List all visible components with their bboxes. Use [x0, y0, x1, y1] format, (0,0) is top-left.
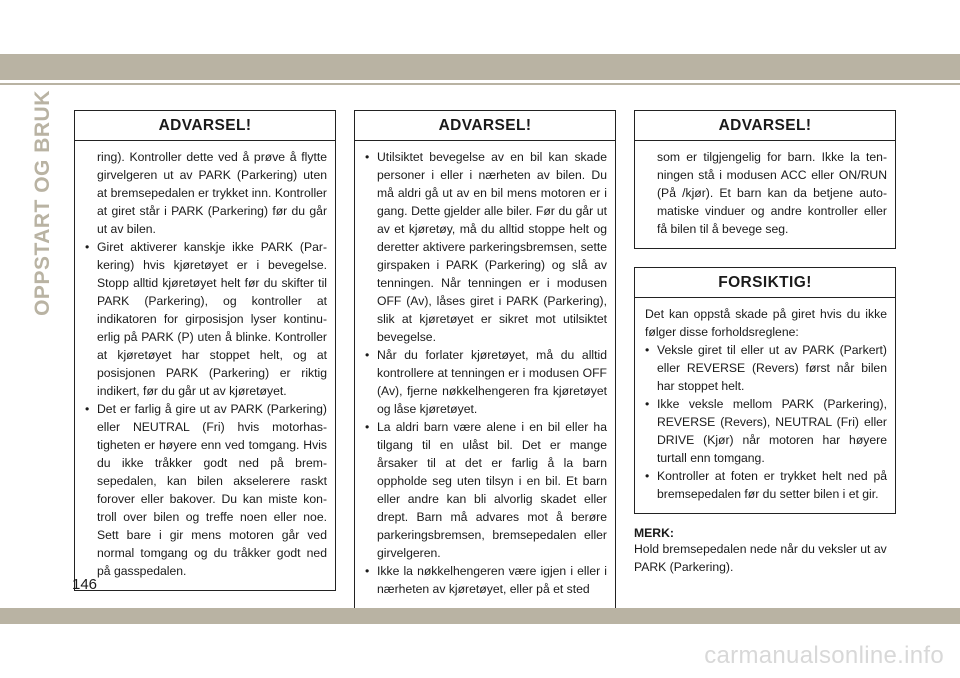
note-text: Hold bremsepedalen nede når du veksler ut av PARK (Parkering).: [634, 542, 887, 574]
warning-continuation: ring). Kontroller dette ved å prøve å flytte girvelgeren ut av PARK (Parkering) uten at bremsepedalen er trykket inn. Kontroller at giret står i PARK (Parkering) før du går ut av bilen.: [97, 150, 327, 236]
warning-box-1: [74, 110, 336, 591]
caution-item: • Veksle giret til eller ut av PARK (Parkert) eller REVERSE (Revers) først når bilen har stoppet helt.: [645, 341, 887, 395]
watermark: carmanualsonline.info: [704, 642, 944, 669]
column-2: [354, 110, 616, 609]
warning-header: ADVARSEL!: [355, 111, 615, 141]
column-1: [74, 110, 336, 591]
caution-item: • Kontroller at foten er trykket helt ned på bremsepedalen før du setter bilen i et gir.: [645, 467, 887, 503]
caution-item: • Ikke veksle mellom PARK (Parkering), REVERSE (Revers), NEUTRAL (Fri) eller DRIVE (Kjør) når motoren har høyere turtall enn tomgang.: [645, 395, 887, 467]
warning-continuation: som er tilgjengelig for barn. Ikke la tenningen stå i modusen ACC eller ON/RUN (På /kjør). Et barn kan da betjene automatiske vinduer og andre kontroller eller få bilen til å bevege seg.: [657, 150, 887, 236]
warning-item: • Giret aktiverer kanskje ikke PARK (Parkering) hvis kjøretøyet er i bevegelse. Stopp alltid kjøretøyet helt før du skifter til PARK (Parkering), og kontroller at indikatoren for girposisjon lyser kontinuerlig på PARK (P) uten å blinke. Kontroller at kjøretøyet har stoppet helt, og at posisjonen PARK (Parkering) er riktig indikert, før du går ut av kjøretøyet.: [85, 238, 327, 400]
warning-body: [635, 141, 895, 248]
page-number: 146: [72, 576, 98, 593]
warning-box-2: [354, 110, 616, 609]
warning-item: • Det er farlig å gire ut av PARK (Parkering) eller NEUTRAL (Fri) hvis motorhastigheten er høyere enn ved tomgang. Hvis du ikke tråkker godt ned på bremsepedalen, kan bilen akselerere raskt forover eller bakover. Du kan miste kontroll over bilen og treffe noen eller noe. Sett bare i gir mens motoren går ved normal tomgang og du tråkker godt ned på gasspedalen.: [85, 400, 327, 580]
section-tab: [30, 90, 56, 316]
top-margin: [0, 0, 960, 54]
warning-item: • Utilsiktet bevegelse av en bil kan skade personer i eller i nærheten av bilen. Du må aldri gå ut av en bil mens motoren er i gang. Dette gjelder alle biler. Før du går ut av et kjøretøy, må du alltid stoppe helt og deretter aktivere parkeringsbremsen, sette girspaken i PARK (Parkering) og slå av tenningen. Når tenningen er i modusen OFF (Av), låses giret i PARK (Parkering), slik at kjøretøyet er sikret mot utilsiktet bevegelse.: [365, 148, 607, 346]
column-3: [634, 110, 896, 576]
warning-item: • Ikke la nøkkelhengeren være igjen i eller i nærheten av kjøretøyet, eller på et sted: [365, 562, 607, 598]
caution-box: [634, 267, 896, 514]
header-band: [0, 54, 960, 80]
caution-list: [645, 341, 887, 503]
footer-band: [0, 608, 960, 624]
header-rule: [0, 83, 960, 85]
caution-intro: Det kan oppstå skade på giret hvis du ikke følger disse forholdsreglene:: [645, 307, 887, 339]
warning-item: • La aldri barn være alene i en bil eller ha tilgang til en ulåst bil. Det er mange årsaker til at det er farlig å la barn oppholde seg uten tilsyn i en bil. Et barn eller andre kan bli alvorlig skadet eller drept. Barn må advares mot å berøre parkeringsbremsen, bremsepedalen eller girvelgeren.: [365, 418, 607, 562]
warning-list: [365, 148, 607, 598]
warning-header: ADVARSEL!: [75, 111, 335, 141]
note-title: MERK:: [634, 526, 674, 540]
warning-header: ADVARSEL!: [635, 111, 895, 141]
warning-item: • Når du forlater kjøretøyet, må du alltid kontrollere at tenningen er i modusen OFF (Av), fjerne nøkkelhengeren fra kjøretøyet og låse kjøretøyet.: [365, 346, 607, 418]
section-label: OPPSTART OG BRUK: [31, 90, 54, 316]
caution-header: FORSIKTIG!: [635, 268, 895, 298]
warning-body: [355, 141, 615, 608]
caution-body: [635, 298, 895, 513]
warning-body: [75, 141, 335, 590]
warning-box-3: [634, 110, 896, 249]
warning-list: [85, 238, 327, 580]
